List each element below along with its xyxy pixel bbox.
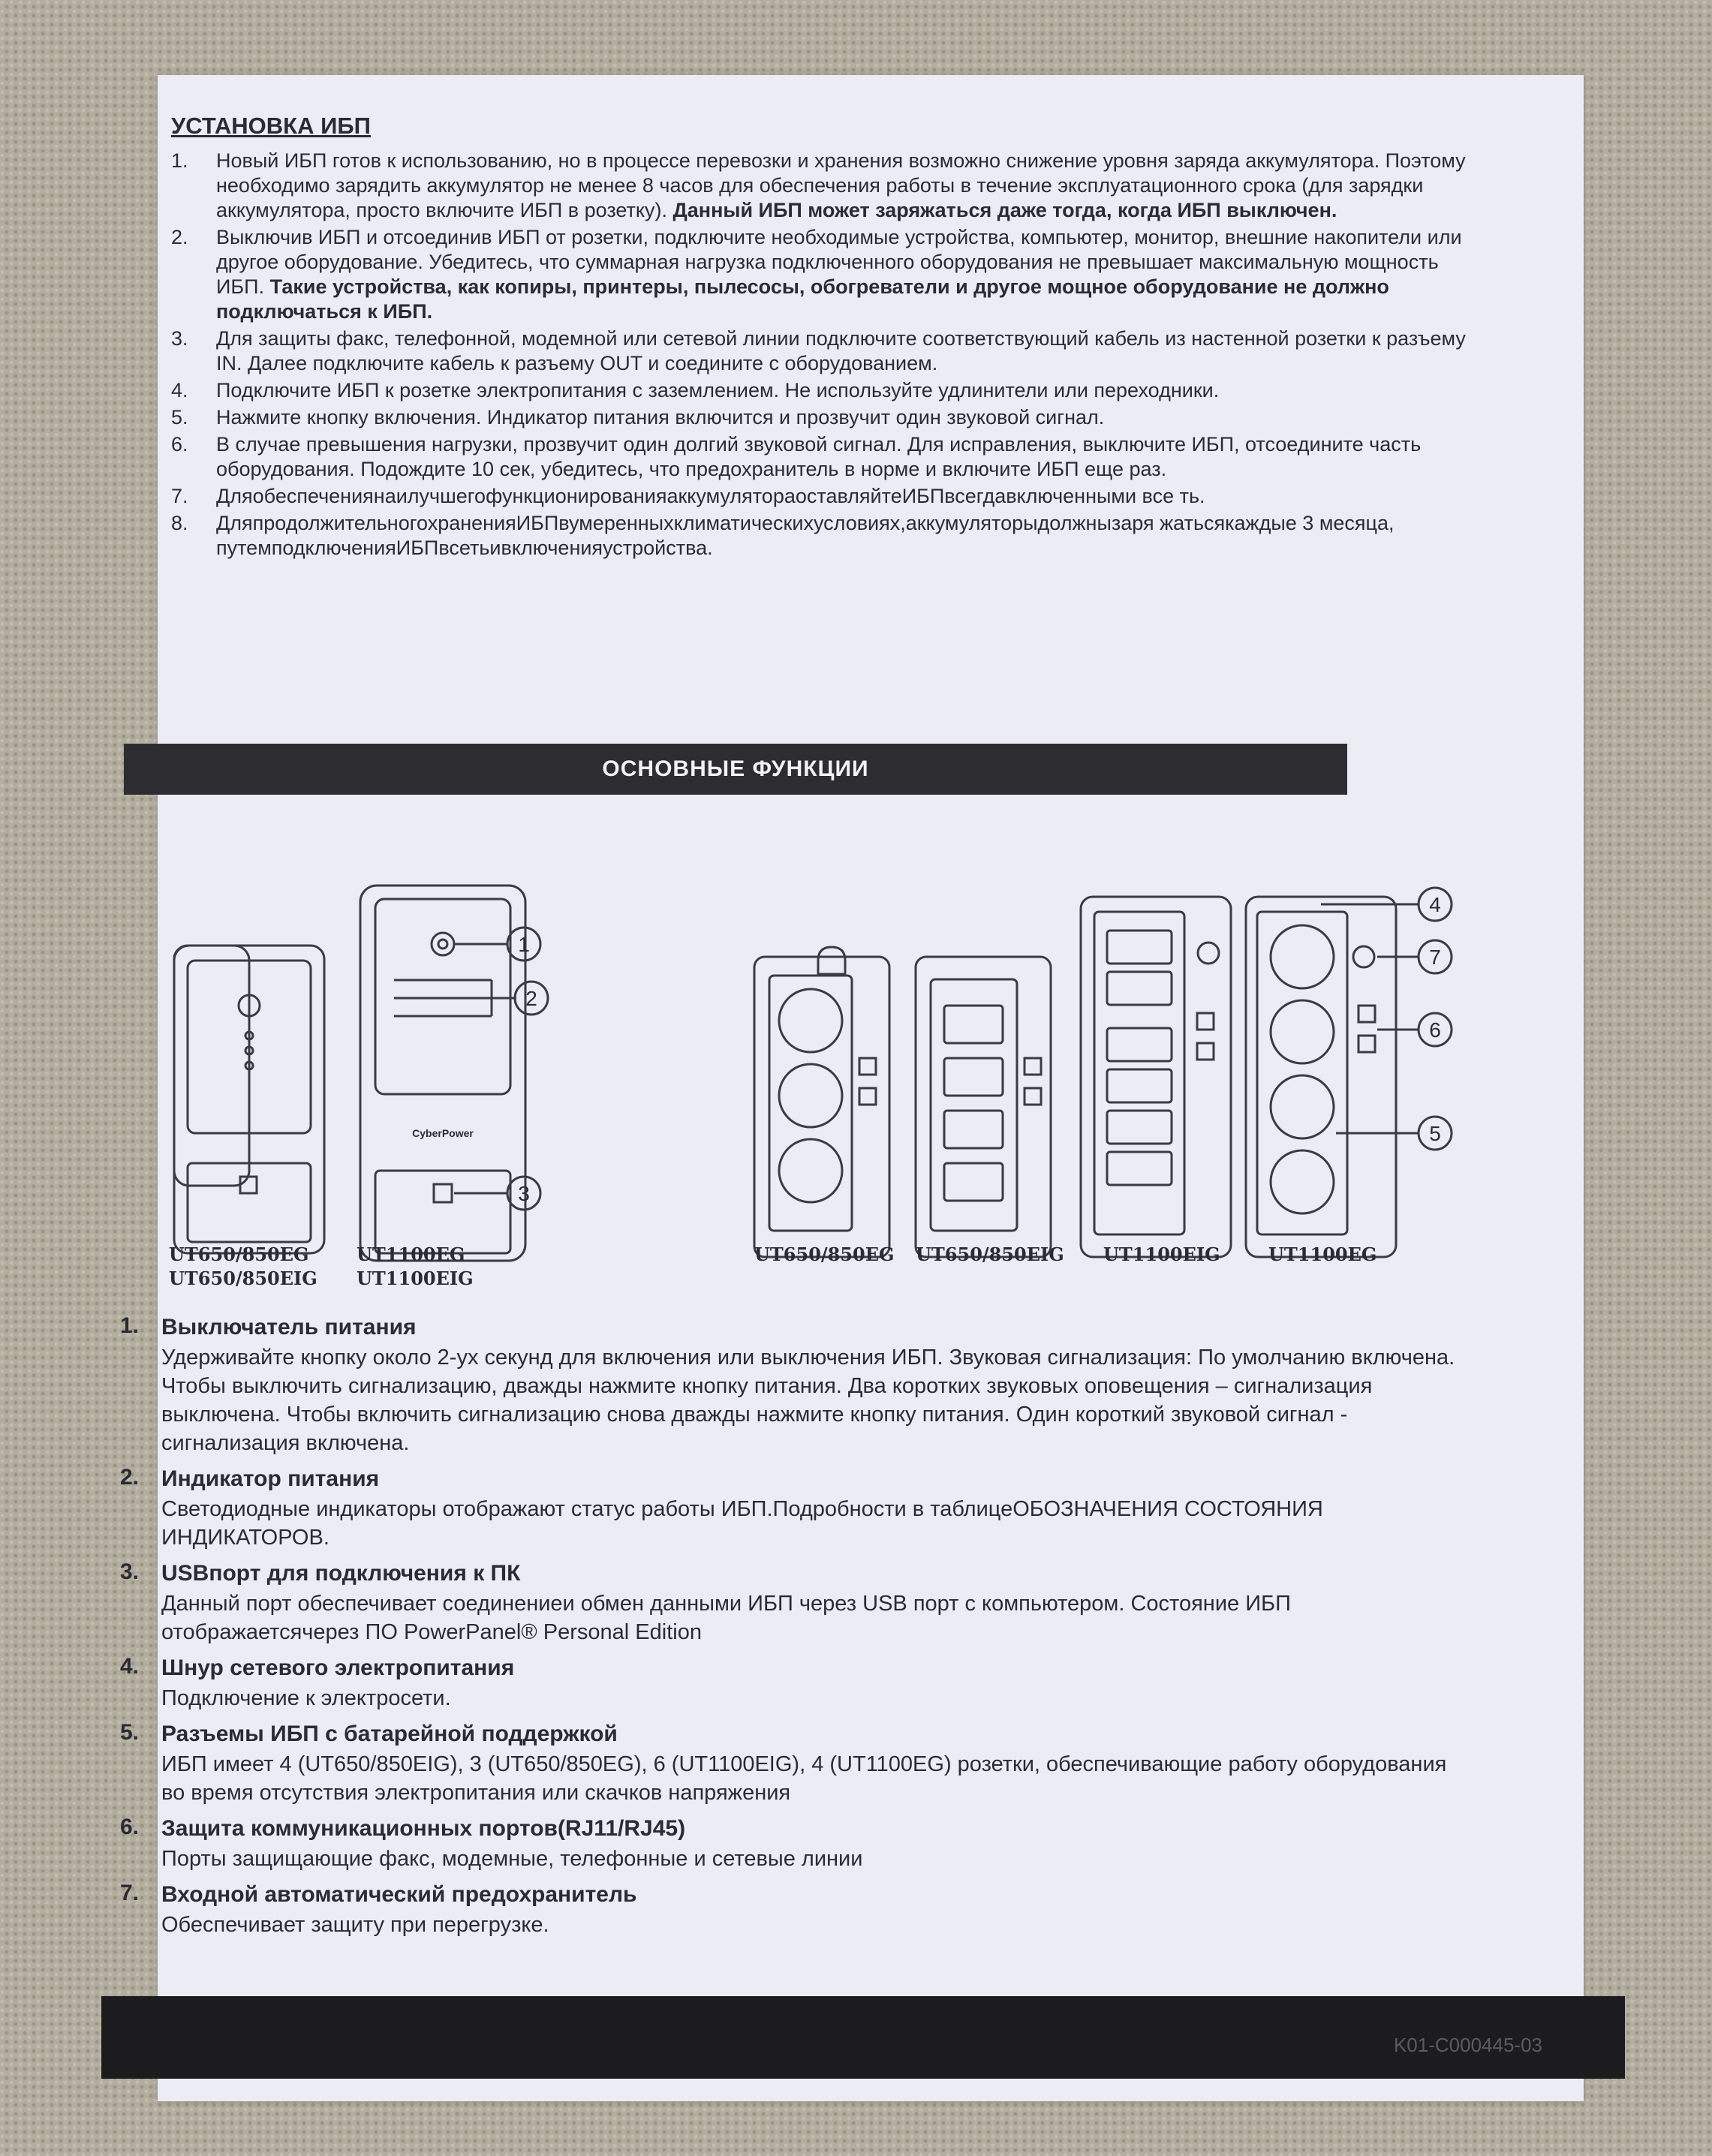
caption-rear-1: UT650/850EG: [754, 1243, 895, 1265]
caption-rear-4: UT1100EG: [1268, 1243, 1377, 1265]
feature-body: Удерживайте кнопку около 2-ух секунд для включения или выключения ИБП. Звуковая сигнализация: По умолчанию включена. Чтобы выключить сигнализацию, дважды нажмите кнопку питания. Два коротких звуковых оповещения – сигнализация выключена. Чтобы включить сигнализацию снова дважды нажмите кнопку питания. Один короткий звуковой сигнал - сигнализация включена.: [161, 1346, 1455, 1455]
feature-title: Выключатель питания: [161, 1315, 417, 1340]
feature-title: Разъемы ИБП с батарейной поддержкой: [161, 1721, 618, 1746]
install-step: 1. Новый ИБП готов к использованию, но в процессе перевозки и хранения возможно снижение уровня заряда аккумулятора. Поэтому необходимо зарядить аккумулятор не менее 8 часов для обеспечения работы в течение эксплуатационного срока (для зарядки аккумулятора, просто включите ИБП в розетку). Данный ИБП может заряжаться даже тогда, когда ИБП выключен.: [171, 149, 1466, 221]
caption-front-large-2: UT1100EIG: [357, 1267, 474, 1289]
feature-item: 3. USBпорт для подключения к ПК Данный порт обеспечивает соединениеи обмен данными ИБП через USB порт с компьютером. Состояние ИБП отображаетсячерез ПО PowerPanel® Personal Edition: [120, 1559, 1464, 1646]
caption-front-small-1: UT650/850EG: [169, 1243, 309, 1265]
ups-rear-eig-large-illustration: [1081, 897, 1231, 1257]
install-step: 5. Нажмите кнопку включения. Индикатор питания включится и прозвучит один звуковой сигнал.: [171, 406, 1105, 428]
install-step: 7. ДляобеспечениянаилучшегофункционированияаккумулятораоставляйтеИБПвсегдавключенными все ть.: [171, 485, 1205, 507]
step-bold-text: Такие устройства, как копиры, принтеры, пылесосы, обогреватели и другое мощное оборудование не должно подключаться к ИБП.: [216, 275, 1389, 323]
ups-diagram: [143, 810, 1479, 1306]
ups-front-small-illustration: [174, 946, 324, 1253]
feature-item: 4. Шнур сетевого электропитания Подключение к электросети.: [120, 1654, 1464, 1712]
ups-rear-eg-small-illustration: [754, 947, 889, 1257]
feature-item: 2. Индикатор питания Светодиодные индикаторы отображают статус работы ИБП.Подробности в таблицеОБОЗНАЧЕНИЯ СОСТОЯНИЯ ИНДИКАТОРОВ.: [120, 1465, 1464, 1552]
install-steps: [171, 149, 1470, 563]
ups-rear-eg-large-illustration: [1246, 888, 1452, 1257]
feature-body: Светодиодные индикаторы отображают статус работы ИБП.Подробности в таблицеОБОЗНАЧЕНИЯ СОСТОЯНИЯ ИНДИКАТОРОВ.: [161, 1497, 1323, 1550]
document-code: K01-C000445-03: [1393, 2034, 1542, 2056]
callout-2: 2: [525, 987, 537, 1010]
callout-1: 1: [518, 933, 530, 956]
install-step: 3. Для защиты факс, телефонной, модемной или сетевой линии подключите соответствующий кабель из настенной розетки к разъему IN. Далее подключите кабель к разъему OUT и соедините с оборудованием.: [171, 327, 1466, 374]
callout-6: 6: [1429, 1018, 1441, 1042]
feature-body: Подключение к электросети.: [161, 1686, 451, 1710]
feature-item: 1. Выключатель питания Удерживайте кнопку около 2-ух секунд для включения или выключения ИБП. Звуковая сигнализация: По умолчанию включена. Чтобы выключить сигнализацию, дважды нажмите кнопку питания. Два коротких звуковых оповещения – сигнализация выключена. Чтобы включить сигнализацию снова дважды нажмите кнопку питания. Один короткий звуковой сигнал - сигнализация включена.: [120, 1313, 1464, 1457]
install-title: УСТАНОВКА ИБП: [171, 113, 371, 139]
feature-title: Шнур сетевого электропитания: [161, 1655, 515, 1680]
feature-title: Индикатор питания: [161, 1466, 380, 1491]
feature-title: Защита коммуникационных портов(RJ11/RJ45): [161, 1816, 686, 1841]
callout-4: 4: [1429, 893, 1441, 916]
caption-rear-3: UT1100EIG: [1103, 1243, 1220, 1265]
install-step: 8. ДляпродолжительногохраненияИБПвумеренныхклиматическихусловиях,аккумуляторыдолжнызаря жатьсякаждые 3 месяца, путемподключенияИБПвсетьивключенияустройства.: [171, 512, 1395, 559]
page-footer: [101, 1996, 1625, 2079]
feature-title: Входной автоматический предохранитель: [161, 1882, 637, 1907]
caption-rear-2: UT650/850EIG: [916, 1243, 1064, 1265]
feature-item: 6. Защита коммуникационных портов(RJ11/RJ45) Порты защищающие факс, модемные, телефонные и сетевые линии: [120, 1815, 1464, 1873]
feature-body: Данный порт обеспечивает соединениеи обмен данными ИБП через USB порт с компьютером. Состояние ИБП отображаетсячерез ПО PowerPanel® Personal Edition: [161, 1592, 1291, 1644]
callout-7: 7: [1429, 946, 1441, 969]
callout-3: 3: [518, 1182, 530, 1205]
step-text: ДляобеспечениянаилучшегофункционированияаккумулятораоставляйтеИБПвсегдавключенными все ть.: [216, 485, 1205, 507]
step-text: ДляпродолжительногохраненияИБПвумеренныхклиматическихусловиях,аккумуляторыдолжнызаря жатьсякаждые 3 месяца, путемподключенияИБПвсетьивключенияустройства.: [216, 512, 1395, 559]
feature-body: Обеспечивает защиту при перегрузке.: [161, 1913, 549, 1937]
feature-body: Порты защищающие факс, модемные, телефонные и сетевые линии: [161, 1847, 863, 1871]
step-text: Для защиты факс, телефонной, модемной или сетевой линии подключите соответствующий кабель из настенной розетки к разъему IN. Далее подключите кабель к разъему OUT и соедините с оборудованием.: [216, 327, 1466, 374]
step-bold-text: Данный ИБП может заряжаться даже тогда, когда ИБП выключен.: [672, 199, 1337, 221]
ups-rear-eig-small-illustration: [916, 957, 1051, 1257]
install-step: 2. Выключив ИБП и отсоединив ИБП от розетки, подключите необходимые устройства, компьютер, монитор, внешние накопители или другое оборудование. Убедитесь, что суммарная нагрузка подключенного оборудования не превышает максимальную мощность ИБП. Такие устройства, как копиры, принтеры, пылесосы, обогреватели и другое мощное оборудование не должно подключаться к ИБП.: [171, 226, 1462, 323]
feature-item: 5. Разъемы ИБП с батарейной поддержкой ИБП имеет 4 (UT650/850EIG), 3 (UT650/850EG), 6 (UT1100EIG), 4 (UT1100EG) розетки, обеспечивающие работу оборудования во время отсутствия электропитания или скачков напряжения: [120, 1720, 1464, 1807]
callout-5: 5: [1429, 1122, 1441, 1145]
brand-logo: CyberPower: [412, 1127, 474, 1139]
caption-front-small-2: UT650/850EIG: [169, 1267, 317, 1289]
step-text: Подключите ИБП к розетке электропитания с заземлением. Не используйте удлинители или переходники.: [216, 379, 1220, 401]
feature-title: USBпорт для подключения к ПК: [161, 1561, 521, 1586]
step-text: В случае превышения нагрузки, прозвучит один долгий звуковой сигнал. Для исправления, выключите ИБП, отсоедините часть оборудования. Подождите 10 сек, убедитесь, что предохранитель в норме и включите ИБП еще раз.: [216, 433, 1422, 480]
install-step: 6. В случае превышения нагрузки, прозвучит один долгий звуковой сигнал. Для исправления, выключите ИБП, отсоедините часть оборудования. Подождите 10 сек, убедитесь, что предохранитель в норме и включите ИБП еще раз.: [171, 433, 1422, 480]
step-text: Новый ИБП готов к использованию, но в процессе перевозки и хранения возможно снижение уровня заряда аккумулятора. Поэтому необходимо зарядить аккумулятор не менее 8 часов для обеспечения работы в течение эксплуатационного срока (для зарядки аккумулятора, просто включите ИБП в розетку).: [216, 149, 1466, 221]
caption-front-large-1: UT1100EG: [357, 1243, 465, 1265]
section-band: ОСНОВНЫЕ ФУНКЦИИ: [124, 744, 1347, 795]
feature-item: 7. Входной автоматический предохранитель Обеспечивает защиту при перегрузке.: [120, 1881, 1464, 1939]
feature-body: ИБП имеет 4 (UT650/850EIG), 3 (UT650/850EG), 6 (UT1100EIG), 4 (UT1100EG) розетки, обеспечивающие работу оборудования во время отсутствия электропитания или скачков напряжения: [161, 1752, 1447, 1805]
step-text: Выключив ИБП и отсоединив ИБП от розетки, подключите необходимые устройства, компьютер, монитор, внешние накопители или другое оборудование. Убедитесь, что суммарная нагрузка подключенного оборудования не превышает максимальную мощность ИБП.: [216, 226, 1462, 298]
install-step: 4. Подключите ИБП к розетке электропитания с заземлением. Не используйте удлинители или переходники.: [171, 379, 1220, 401]
step-text: Нажмите кнопку включения. Индикатор питания включится и прозвучит один звуковой сигнал.: [216, 406, 1105, 428]
features-list: [120, 1313, 1464, 1947]
